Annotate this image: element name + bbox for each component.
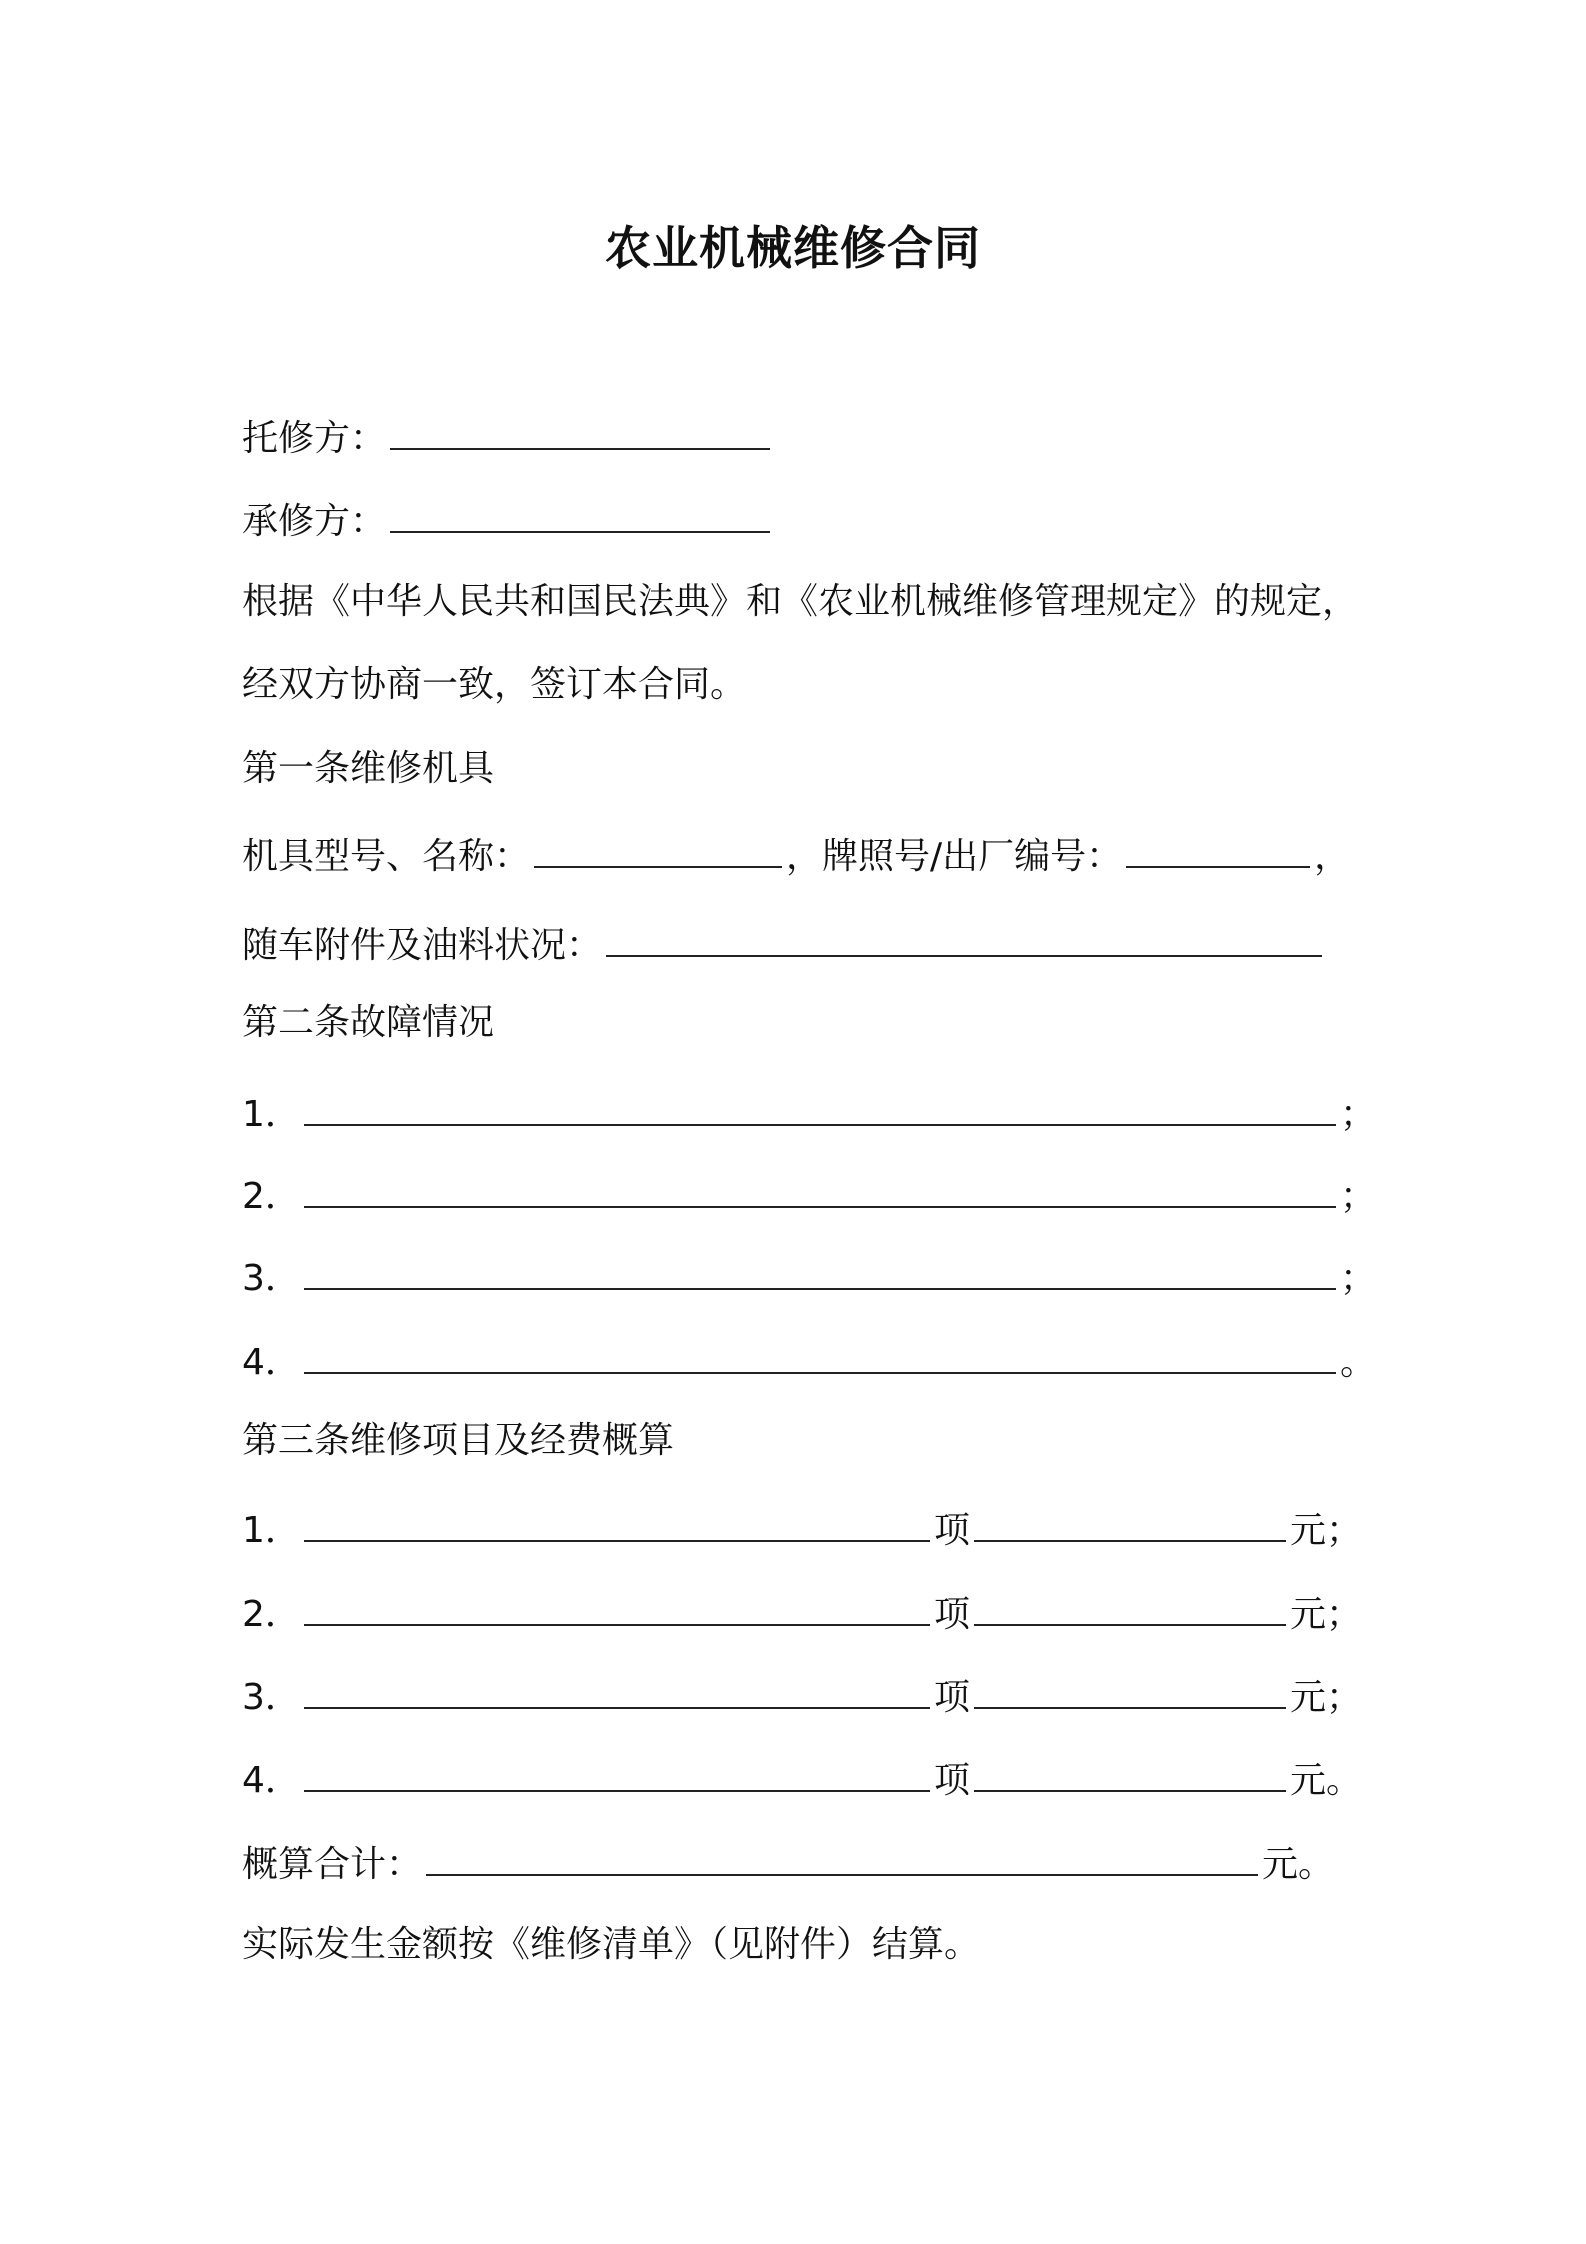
fault-item-blank	[304, 1086, 1336, 1126]
machine-model-line	[242, 828, 1350, 878]
accessories-line	[242, 917, 1326, 967]
fault-item-blank	[304, 1250, 1336, 1290]
article1-heading: 第一条维修机具	[242, 748, 495, 789]
repair-item	[242, 1502, 1362, 1552]
fault-item-end: ；	[1340, 1176, 1377, 1217]
repair-item-number: 2．	[242, 1594, 301, 1635]
repair-item-blank	[304, 1502, 930, 1542]
document-title: 农业机械维修合同	[605, 221, 981, 275]
plate-label: ，牌照号/出厂编号：	[786, 836, 1123, 877]
fault-item	[242, 1334, 1376, 1384]
repair-item-unit: 元；	[1290, 1594, 1363, 1635]
fault-item-number: 2．	[242, 1176, 301, 1217]
repair-item-unit: 元；	[1290, 1510, 1363, 1551]
repair-cost-blank	[974, 1752, 1286, 1792]
repair-cost-blank	[974, 1502, 1286, 1542]
estimate-total-line	[242, 1836, 1334, 1886]
repair-item-label: 项	[934, 1677, 971, 1718]
repair-cost-blank	[974, 1669, 1286, 1709]
plate-suffix: ，	[1314, 836, 1351, 877]
repair-item-label: 项	[934, 1594, 971, 1635]
repair-item-blank	[304, 1669, 930, 1709]
fault-item-number: 4．	[242, 1342, 301, 1383]
fault-item-end: ；	[1340, 1094, 1377, 1135]
fault-item-end: 。	[1340, 1342, 1377, 1383]
repair-item-unit: 元。	[1290, 1760, 1363, 1801]
preamble-line-1: 根据《中华人民共和国民法典》和《农业机械维修管理规定》的规定，	[242, 581, 1359, 622]
repair-item	[242, 1752, 1362, 1802]
article3-heading: 第三条维修项目及经费概算	[242, 1420, 675, 1461]
fault-item-end: ；	[1340, 1258, 1377, 1299]
repair-item-label: 项	[934, 1510, 971, 1551]
preamble-line-2: 经双方协商一致，签订本合同。	[242, 664, 747, 705]
fault-item-number: 3．	[242, 1258, 301, 1299]
accessories-blank	[606, 917, 1322, 957]
fault-item	[242, 1086, 1376, 1136]
settlement-line: 实际发生金额按《维修清单》（见附件）结算。	[242, 1924, 981, 1965]
repair-item-number: 1．	[242, 1510, 301, 1551]
estimate-total-blank	[426, 1836, 1258, 1876]
repair-item	[242, 1586, 1362, 1636]
client-label: 托修方：	[242, 418, 387, 459]
fault-item-number: 1．	[242, 1094, 301, 1135]
repair-cost-blank	[974, 1586, 1286, 1626]
fault-item-blank	[304, 1334, 1336, 1374]
client-line	[242, 410, 774, 460]
model-blank	[534, 828, 782, 868]
plate-blank	[1126, 828, 1310, 868]
model-label: 机具型号、名称：	[242, 836, 531, 877]
repair-item-unit: 元；	[1290, 1677, 1363, 1718]
repair-item	[242, 1669, 1362, 1719]
repair-item-number: 3．	[242, 1677, 301, 1718]
fault-item	[242, 1168, 1376, 1218]
accessories-label: 随车附件及油料状况：	[242, 925, 603, 966]
fault-item	[242, 1250, 1376, 1300]
repair-item-label: 项	[934, 1760, 971, 1801]
client-blank	[390, 410, 770, 450]
contractor-line	[242, 493, 774, 543]
article2-heading: 第二条故障情况	[242, 1002, 495, 1043]
fault-item-blank	[304, 1168, 1336, 1208]
estimate-total-unit: 元。	[1262, 1844, 1335, 1885]
repair-item-blank	[304, 1586, 930, 1626]
contractor-label: 承修方：	[242, 501, 387, 542]
estimate-total-label: 概算合计：	[242, 1844, 423, 1885]
repair-item-number: 4．	[242, 1760, 301, 1801]
repair-item-blank	[304, 1752, 930, 1792]
contractor-blank	[390, 493, 770, 533]
